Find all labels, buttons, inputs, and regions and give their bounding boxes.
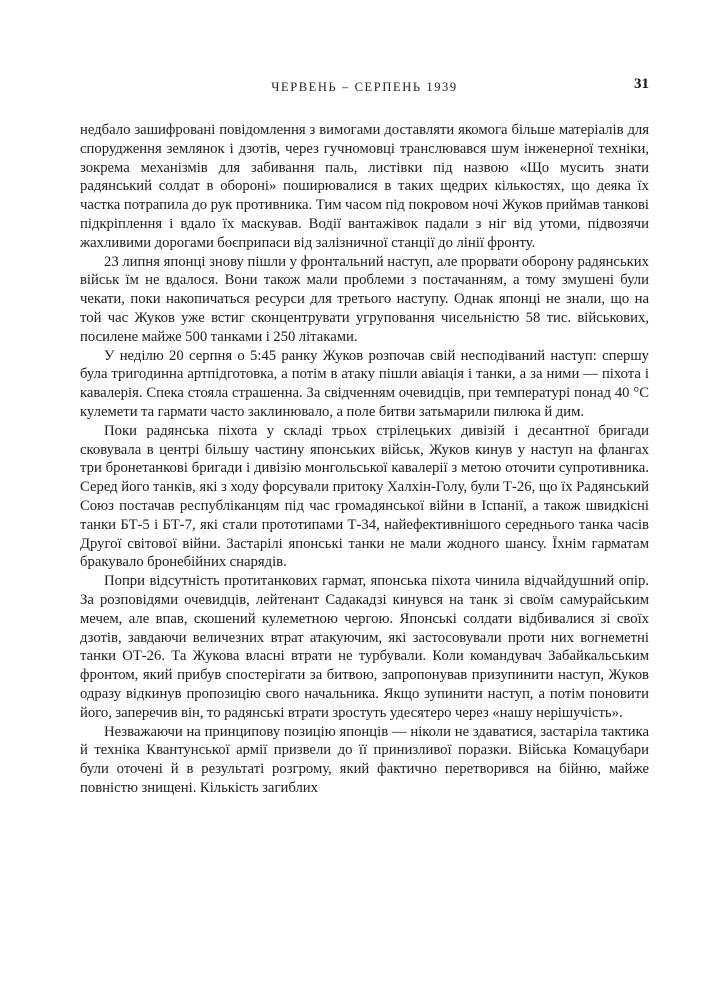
paragraph: недбало зашифровані повідомлення з вимогами доставляти якомога більше матеріалів для спорудження землянок і дзотів, через гучномовці транслювався шум інженерної техніки, зокрема механізмів для забивання паль, листівки під назвою «Що мусить знати радянський солдат в обороні» поширювалися в таких щедрих кількостях, що деяка їх частка потрапила до рук противника. Тим часом під покровом ночі Жуков приймав танкові підкріплення і вдало їх маскував. Водії вантажівок падали з ніг від утоми, підвозячи жахливими дорогами боєприпаси від залізничної станції до лінії фронту.	[80, 122, 649, 251]
page-header	[80, 78, 649, 95]
body-text	[80, 121, 649, 798]
paragraph: Незважаючи на принципову позицію японців — ніколи не здаватися, застаріла тактика й техніка Квантунської армії призвели до її принизливої поразки. Війська Комацубари були оточені й в результаті розгрому, який фактично перетворився на бійню, майже повністю знищені. Кількість загиблих	[80, 723, 649, 796]
paragraph: 23 липня японці знову пішли у фронтальний наступ, але прорвати оборону радянських військ їм не вдалося. Вони також мали проблеми з постачанням, а тому змушені були чекати, поки накопичаться ресурси для третього наступу. Однак японці не знали, що на той час Жуков уже встиг сконцентрувати угруповання чисельністю 58 тис. військових, посилене майже 500 танками і 250 літаками.	[80, 253, 649, 345]
paragraph: У неділю 20 серпня о 5:45 ранку Жуков розпочав свій несподіваний наступ: спершу була тригодинна артпідготовка, а потім в атаку пішли авіація і танки, а за ними — піхота і кавалерія. Спека стояла страшенна. За свідченням очевидців, при температурі понад 40 °С кулемети та гармати часто заклинювало, а поле битви затьмарили пилюка й дим.	[80, 347, 649, 420]
running-title: ЧЕРВЕНЬ – СЕРПЕНЬ 1939	[271, 80, 458, 94]
page-number: 31	[634, 76, 649, 92]
paragraph: Поки радянська піхота у складі трьох стрілецьких дивізій і десантної бригади сковувала в центрі більшу частину японських військ, Жуков кинув у наступ на флангах три бронетанкові бригади і дивізію монгольської кавалерії з метою оточити супротивника. Серед його танків, які з ходу форсували притоку Халхін-Голу, були Т-26, що їх Радянський Союз постачав республіканцям під час громадянської війни в Іспанії, а також швидкісні танки БТ-5 і БТ-7, які стали прототипами Т-34, найефективнішого середнього танка часів Другої світової війни. Застарілі японські танки не мали жодного шансу. Їхнім гарматам бракувало бронебійних снарядів.	[80, 422, 649, 571]
paragraph: Попри відсутність протитанкових гармат, японська піхота чинила відчайдушний опір. За розповідями очевидців, лейтенант Садакадзі кинувся на танк зі своїм самурайським мечем, але впав, скошений кулеметною чергою. Японські солдати відбивалися зі своїх дзотів, завдаючи величезних втрат атакуючим, які застосовували проти них вогнеметні танки ОТ-26. Та Жукова власні втрати не турбували. Коли командувач Забайкальським фронтом, який прибув спостерігати за битвою, запропонував призупинити наступ, Жуков одразу відкинув пропозицію свого начальника. Якщо зупинити наступ, а потім поновити його, заперечив він, то радянські втрати зростуть удесятеро через «нашу нерішучість».	[80, 573, 649, 721]
